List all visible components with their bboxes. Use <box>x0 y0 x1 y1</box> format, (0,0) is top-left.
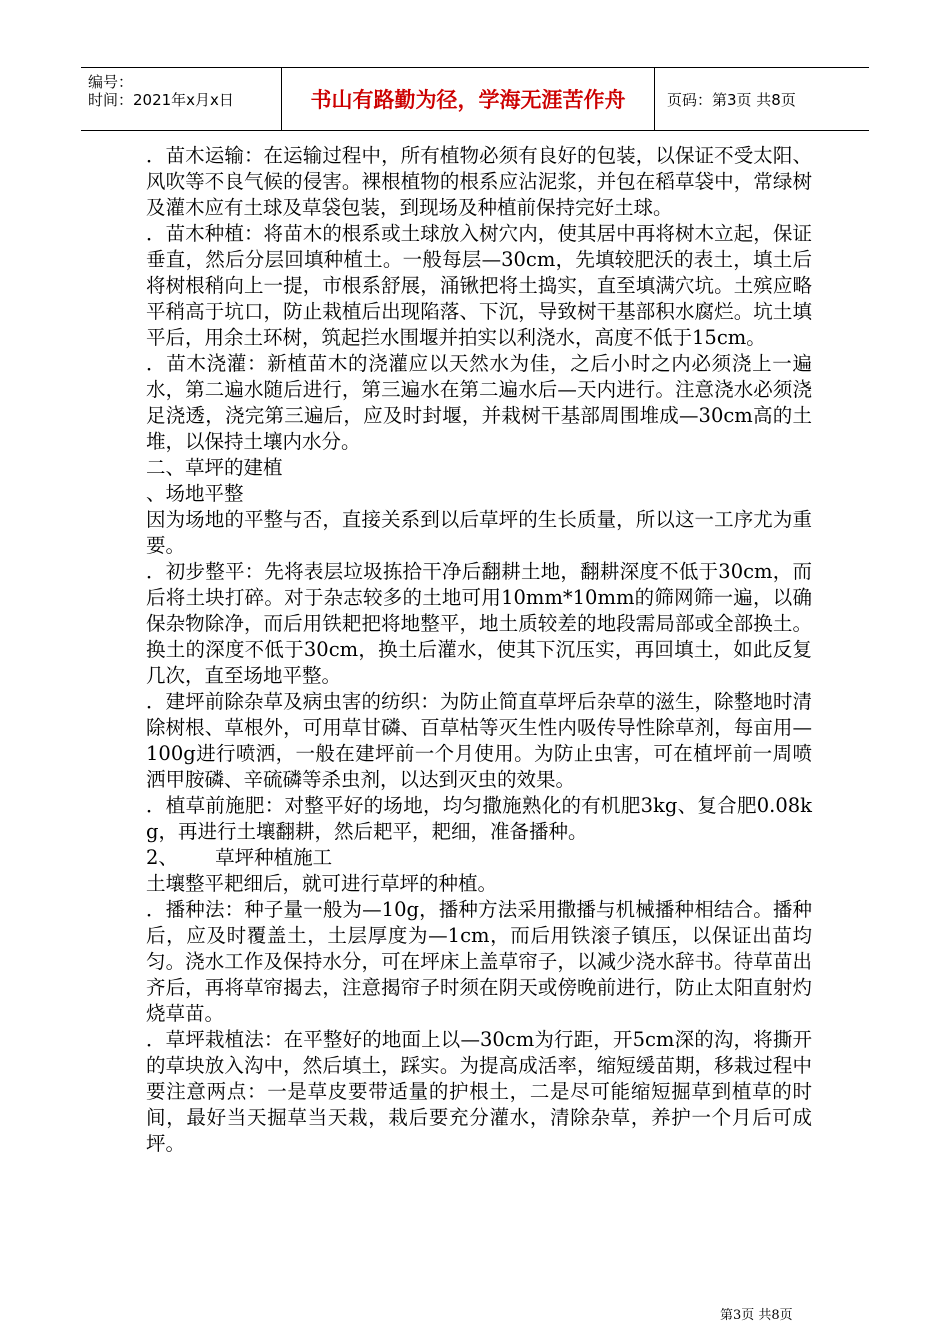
header-motto: 书山有路勤为径，学海无涯苦作舟 <box>282 68 655 130</box>
paragraph-weed-pest-control: ．建坪前除杂草及病虫害的纺织：为防止简直草坪后杂草的滋生，除整地时清除树根、草根外，可用草甘磷、百草枯等灭生性内吸传导性除草剂，每亩用—100g进行喷洒，一般在建坪前一个月使用。为防止虫害，可在植坪前一周喷洒甲胺磷、辛硫磷等杀虫剂，以达到灭虫的效果。 <box>146 690 812 791</box>
page-footer: 第3页 共8页 <box>720 1308 793 1323</box>
section-heading-lawn: 二、草坪的建植 <box>146 456 283 479</box>
document-body <box>146 143 812 1157</box>
paragraph-seedling-watering: ．苗木浇灌：新植苗木的浇灌应以天然水为佳，之后小时之内必须浇上一遍水，第二遍水随后进行，第三遍水在第二遍水后—天内进行。注意浇水必须浇足浇透，浇完第三遍后，应及时封堰，并栽树干基部周围堆成—30cm高的土堆，以保持土壤内水分。 <box>146 352 812 453</box>
paragraph-planting-intro: 土壤整平耙细后，就可进行草坪的种植。 <box>146 872 498 895</box>
paragraph-initial-leveling: ．初步整平：先将表层垃圾拣拾干净后翻耕土地，翻耕深度不低于30cm，而后将土块打碎。对于杂志较多的土地可用10mm*10mm的筛网筛一遍，以确保杂物除净，而后用铁耙把将地整平，地土质较差的地段需局部或全部换土。换土的深度不低于30cm，换土后灌水，使其下沉压实，再回填土，如此反复几次，直至场地平整。 <box>146 560 812 687</box>
date-line: 时间：2021年x月x日 <box>88 91 234 109</box>
subheading-site-leveling: 、场地平整 <box>146 482 244 505</box>
code-label: 编号： <box>88 73 134 91</box>
header-page-info: 页码：第3页 共8页 <box>667 90 796 109</box>
paragraph-leveling-intro: 因为场地的平整与否，直接关系到以后草坪的生长质量，所以这一工序尤为重要。 <box>146 508 812 557</box>
paragraph-seeding-method: ．播种法：种子量一般为—10g，播种方法采用撒播与机械播种相结合。播种后，应及时覆盖土，土层厚度为—1cm，而后用铁滚子镇压，以保证出苗均匀。浇水工作及保持水分，可在坪床上盖草帘子，以减少浇水辞书。待草苗出齐后，再将草帘揭去，注意揭帘子时须在阴天或傍晚前进行，防止太阳直射灼烧草苗。 <box>146 898 812 1025</box>
header-page-cell <box>655 68 869 130</box>
subheading-lawn-planting: 2、 草坪种植施工 <box>146 846 333 869</box>
header-meta-cell <box>81 68 282 130</box>
paragraph-fertilizing: ．植草前施肥：对整平好的场地，均匀撒施熟化的有机肥3kg、复合肥0.08kg，再进行土壤翻耕，然后耙平，耙细，准备播种。 <box>146 794 812 843</box>
paragraph-sod-planting-method: ．草坪栽植法：在平整好的地面上以—30cm为行距，开5cm深的沟，将撕开的草块放入沟中，然后填土，踩实。为提高成活率，缩短缓苗期，移栽过程中要注意两点：一是草皮要带适量的护根土，二是尽可能缩短掘草到植草的时间，最好当天掘草当天栽，栽后要充分灌水，清除杂草，养护一个月后可成坪。 <box>146 1028 812 1155</box>
paragraph-seedling-transport: ．苗木运输：在运输过程中，所有植物必须有良好的包装，以保证不受太阳、风吹等不良气候的侵害。裸根植物的根系应沾泥浆，并包在稻草袋中，常绿树及灌木应有土球及草袋包装，到现场及种植前保持完好土球。 <box>146 144 812 219</box>
paragraph-seedling-planting: ．苗木种植：将苗木的根系或土球放入树穴内，使其居中再将树木立起，保证垂直，然后分层回填种植土。一般每层—30cm，先填较肥沃的表土，填土后将树根稍向上一提，市根系舒展，涌锹把将土捣实，直至填满穴坑。土殡应略平稍高于坑口，防止栽植后出现陷落、下沉，导致树干基部积水腐烂。坑土填平后，用余土环树，筑起拦水围堰并拍实以利浇水，高度不低于15cm。 <box>146 222 812 349</box>
page-header <box>81 67 869 131</box>
